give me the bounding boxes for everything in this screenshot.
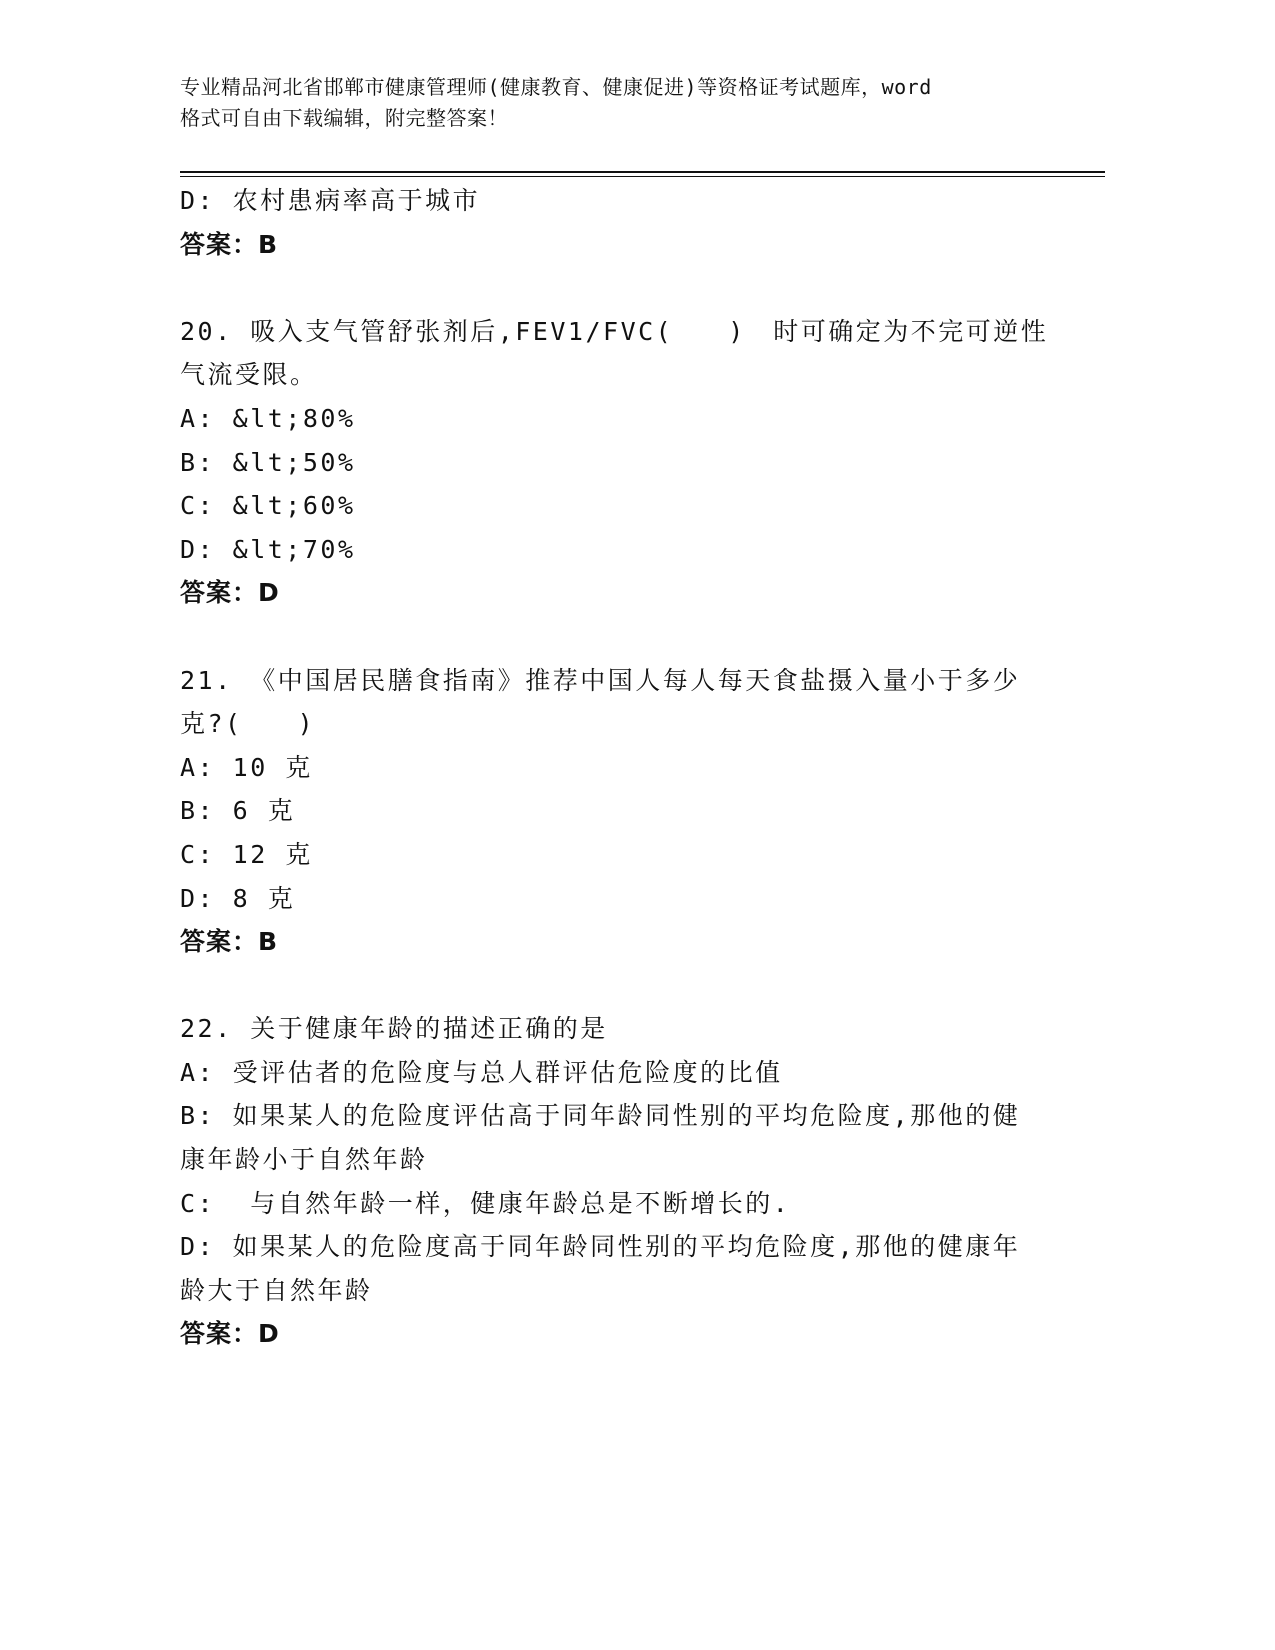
header-divider-thin	[180, 176, 1105, 177]
spacer	[180, 615, 1080, 659]
question-20-option-b: B: &lt;50%	[180, 447, 356, 477]
header-line-2: 格式可自由下载编辑，附完整答案！	[180, 106, 508, 130]
question-22-option-c: C: 与自然年龄一样，健康年龄总是不断增长的.	[180, 1188, 791, 1218]
header-line-1: 专业精品河北省邯郸市健康管理师(健康教育、健康促进)等资格证考试题库，word	[180, 75, 932, 99]
question-22-option-b-cont: 康年龄小于自然年龄	[180, 1145, 428, 1175]
question-20-option-c: C: &lt;60%	[180, 491, 356, 521]
question-22-option-d-cont: 龄大于自然年龄	[180, 1275, 373, 1305]
question-22-option-d: D: 如果某人的危险度高于同年龄同性别的平均危险度,那他的健康年	[180, 1232, 1021, 1262]
question-21-stem: 21. 《中国居民膳食指南》推荐中国人每人每天食盐摄入量小于多少	[180, 665, 1021, 695]
question-20-option-a: A: &lt;80%	[180, 403, 356, 433]
question-content	[180, 179, 1080, 1356]
question-21-stem-cont: 克?( )	[180, 709, 316, 739]
question-21-option-d: D: 8 克	[180, 883, 296, 913]
document-header	[180, 72, 1060, 134]
question-22-option-a: A: 受评估者的危险度与总人群评估危险度的比值	[180, 1057, 783, 1087]
question-20-answer: 答案：D	[180, 578, 280, 608]
question-22-answer: 答案：D	[180, 1319, 280, 1349]
question-20-option-d: D: &lt;70%	[180, 534, 356, 564]
question-21-answer: 答案：B	[180, 927, 279, 957]
question-21-option-c: C: 12 克	[180, 839, 313, 869]
question-20-stem: 20. 吸入支气管舒张剂后,FEV1/FVC( ) 时可确定为不完可逆性	[180, 316, 1049, 346]
header-divider	[180, 171, 1105, 173]
spacer	[180, 266, 1080, 310]
question-20-stem-cont: 气流受限。	[180, 360, 318, 390]
question-21-option-b: B: 6 克	[180, 796, 296, 826]
option-d: D: 农村患病率高于城市	[180, 186, 481, 215]
spacer	[180, 964, 1080, 1008]
answer: 答案：B	[180, 229, 279, 259]
question-21-option-a: A: 10 克	[180, 752, 313, 782]
question-22-stem: 22. 关于健康年龄的描述正确的是	[180, 1014, 608, 1044]
question-22-option-b: B: 如果某人的危险度评估高于同年龄同性别的平均危险度,那他的健	[180, 1101, 1021, 1131]
